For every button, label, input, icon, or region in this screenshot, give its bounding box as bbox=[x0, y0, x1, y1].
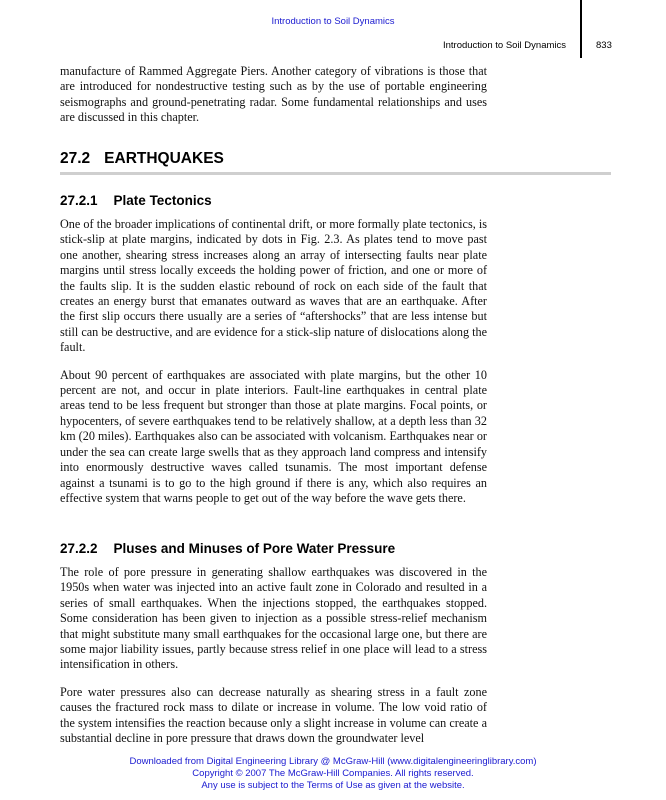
section-title: EARTHQUAKES bbox=[104, 150, 224, 167]
subsection-heading-plate-tectonics bbox=[60, 193, 212, 208]
plate-tectonics-body bbox=[60, 217, 487, 506]
intro-paragraph: manufacture of Rammed Aggregate Piers. Another category of vibrations is those that are introduced for nondestructive testing such as by the use of portable engineering seismographs and ground-penetrating radar. Some fundamental relationships and uses are discussed in this chapter. bbox=[60, 64, 487, 125]
page-number: 833 bbox=[596, 40, 612, 51]
footer-download-line[interactable]: Downloaded from Digital Engineering Library @ McGraw-Hill (www.digitalengineeringlibrary.com) bbox=[129, 756, 537, 767]
paragraph: Pore water pressures also can decrease naturally as shearing stress in a fault zone causes the fractured rock mass to dilate or increase in volume. The low void ratio of the system intensifies the reaction because only a slight increase in volume can create a substantial decline in pore pressure that draws down the groundwater level bbox=[60, 684, 487, 746]
pore-water-body bbox=[60, 565, 487, 746]
header-divider bbox=[580, 0, 582, 58]
section-rule bbox=[60, 172, 611, 175]
paragraph: About 90 percent of earthquakes are associated with plate margins, but the other 10 percent are not, and occur in plate interiors. Fault-line earthquakes in central plate areas tend to be less frequent but stronger than those at plate margins. Focal points, or hypocenters, of severe earthquakes tend to be relatively shallow, at a depth less than 32 km (20 miles). Earthquakes also can be associated with volcanism. Earthquakes near or under the sea can create large swells that as they approach land compress and intensify into enormously destructive waves called tsunamis. The most important defense against a tsunami is to go to the high ground if there is any, which also requires an effective system that warns people to get out of the way before the wave gets there. bbox=[60, 367, 487, 505]
subsection-title: Pluses and Minuses of Pore Water Pressure bbox=[113, 541, 396, 556]
running-head: Introduction to Soil Dynamics bbox=[442, 40, 566, 51]
subsection-heading-pore-water bbox=[60, 541, 395, 556]
section-number: 27.2 bbox=[60, 150, 91, 167]
footer-terms-line[interactable]: Any use is subject to the Terms of Use as given at the website. bbox=[201, 780, 465, 791]
paragraph: One of the broader implications of continental drift, or more formally plate tectonics, is stick-slip at plate margins, indicated by dots in Fig. 2.3. As plates tend to move past one another, shearing stress increases along an array of intersecting faults near plate margins until stress locally exceeds the holding power of friction, and one or more of the faults slip. It is the sudden elastic rebound of rock on each side of the fault that creates an energy burst that emanates outward as waves that are an earthquake. After the first slip occurs there usually are a series of “aftershocks” that are less intense but still can be destructive, and are evidence for a stick-slip nature of dislocations along the fault. bbox=[60, 217, 487, 355]
subsection-number: 27.2.1 bbox=[60, 193, 98, 208]
intro-text bbox=[60, 64, 487, 138]
subsection-number: 27.2.2 bbox=[60, 541, 98, 556]
top-book-link[interactable]: Introduction to Soil Dynamics bbox=[271, 16, 395, 27]
paragraph: The role of pore pressure in generating shallow earthquakes was discovered in the 1950s when water was injected into an active fault zone in Colorado and resulted in a series of small earthquakes. When the injections stopped, the earthquakes stopped. Some consideration has been given to injection as a possible stress-relief mechanism that might substitute many small earthquakes for the occasional large one, but there are some major liability issues, partly because stress relief in one place will lead to a stress intensification in others. bbox=[60, 565, 487, 672]
footer-copyright-line: Copyright © 2007 The McGraw-Hill Companies. All rights reserved. bbox=[192, 768, 474, 779]
section-heading bbox=[60, 150, 224, 168]
subsection-title: Plate Tectonics bbox=[113, 193, 212, 208]
